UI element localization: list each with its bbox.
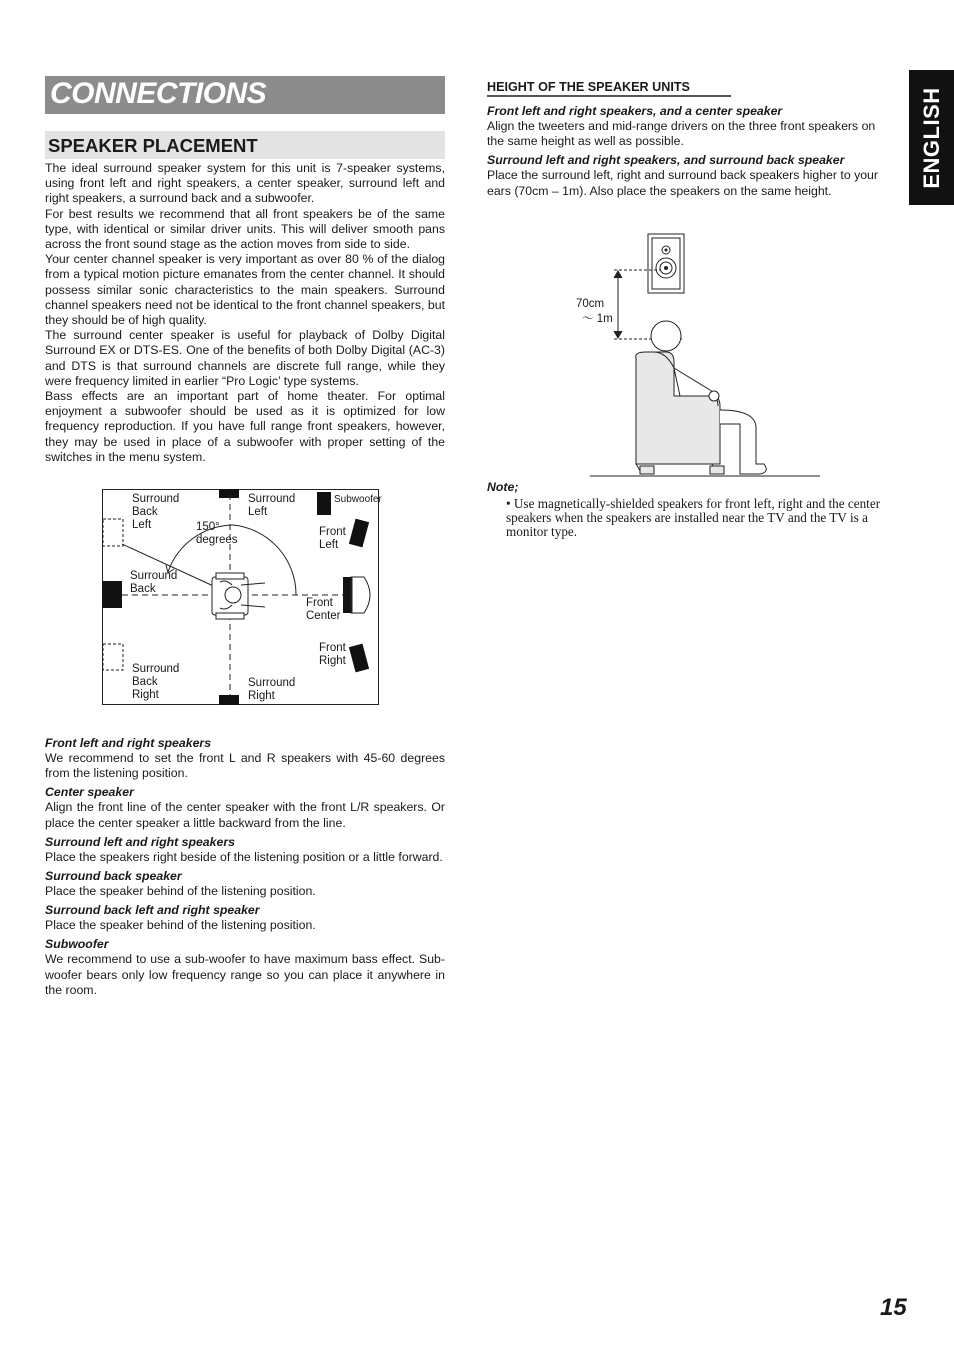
placement-list [45, 736, 445, 998]
intro-paragraph: Bass effects are an important part of home theater. For optimal enjoyment a subwoofer should be used as it is optimized for low frequency reproduction. If you have full range front speakers, however, they may be used in place of a subwoofer with proper setting of the switches in the menu system. [45, 389, 445, 464]
label-surround-back: Surround Back [130, 570, 178, 595]
placement-text: We recommend to use a sub-woofer to have maximum bass effect. Sub-woofer bears only low frequency range so you can place it anywhere in the room. [45, 952, 445, 997]
label-front-left: Front Left [319, 526, 346, 551]
height-item-heading: Surround left and right speakers, and surround back speaker [487, 153, 845, 168]
page-title-bar [45, 76, 445, 114]
label-subwoofer: Subwoofer [334, 494, 382, 505]
surround-back-left-speaker-icon [103, 519, 123, 546]
intro-paragraph: The surround center speaker is useful for playback of Dolby Digital Surround EX or DTS-ES. One of the benefits of both Dolby Digital (AC-3) and DTS is that surround channels are discrete full range, while they were frequency limited in earlier “Pro Logic’ type systems. [45, 328, 445, 388]
label-surround-back-left: Surround Back Left [132, 493, 180, 531]
placement-heading: Surround left and right speakers [45, 834, 235, 849]
placement-heading: Surround back speaker [45, 869, 182, 884]
label-height-range: 70cm ～ 1m [576, 298, 613, 325]
note-heading: Note; [487, 480, 519, 494]
height-item [487, 104, 887, 149]
wall-speaker-icon [648, 234, 684, 293]
placement-text: Align the front line of the center speaker with the front L/R speakers. Or place the center speaker a little backward from the line. [45, 800, 445, 830]
height-item [487, 153, 887, 198]
placement-heading: Subwoofer [45, 937, 109, 952]
page-number: 15 [880, 1294, 907, 1321]
label-surround-right: Surround Right [248, 677, 296, 702]
listener-icon [212, 573, 265, 619]
placement-heading: Front left and right speakers [45, 736, 212, 750]
surround-back-right-speaker-icon [103, 644, 123, 670]
front-center-speaker-icon [343, 577, 370, 613]
label-surround-back-right: Surround Back Right [132, 663, 180, 701]
placement-item [45, 736, 445, 781]
seated-listener-icon [636, 321, 767, 474]
intro-paragraph: Your center channel speaker is very important as over 80 % of the dialog from a typical motion picture emanates from the center channel. It should possess similar sonic characteristics to the main speakers. Surround channel speakers need not be identical to the front channel speakers, but they should be of high quality. [45, 252, 445, 328]
section-title-bar [45, 131, 445, 159]
front-left-speaker-icon [349, 519, 369, 548]
page-title: CONNECTIONS [50, 77, 267, 110]
section-title: SPEAKER PLACEMENT [48, 135, 258, 156]
height-item-text: Align the tweeters and mid-range drivers on the three front speakers on the same height as well as possible. [487, 119, 876, 149]
label-front-center: Front Center [306, 597, 341, 622]
placement-text: Place the speaker behind of the listening position. [45, 884, 316, 899]
placement-item [45, 869, 445, 899]
speaker-height-diagram [570, 228, 830, 480]
placement-heading: Surround back left and right speaker [45, 903, 260, 918]
placement-item [45, 903, 445, 933]
language-tab [909, 70, 954, 205]
placement-item [45, 785, 445, 830]
speaker-placement-diagram [100, 487, 382, 709]
placement-text: Place the speakers right beside of the listening position or a little forward. [45, 849, 443, 864]
placement-heading: Center speaker [45, 785, 134, 800]
label-front-right: Front Right [319, 642, 346, 667]
surround-left-speaker-icon [219, 489, 239, 498]
placement-item [45, 937, 445, 998]
label-surround-left: Surround Left [248, 493, 296, 518]
surround-back-speaker-icon [102, 581, 122, 608]
placement-text: Place the speaker behind of the listening position. [45, 918, 316, 933]
language-tab-label: ENGLISH [918, 86, 944, 189]
height-item-heading: Front left and right speakers, and a center speaker [487, 104, 783, 118]
placement-text: We recommend to set the front L and R speakers with 45-60 degrees from the listening position. [45, 751, 445, 781]
intro-paragraph: The ideal surround speaker system for this unit is 7-speaker systems, using front left and right speakers, a center speaker, surround left and right speakers, a surround back and a subwoofer. [45, 161, 445, 206]
placement-item [45, 835, 445, 865]
label-angle: 150° degrees [196, 521, 238, 546]
surround-right-speaker-icon [219, 695, 239, 705]
height-section-title: HEIGHT OF THE SPEAKER UNITS [487, 80, 690, 94]
height-items [487, 104, 887, 199]
height-item-text: Place the surround left, right and surround back speakers higher to your ears (70cm – 1m). Also place the speakers on the same height. [487, 168, 878, 198]
height-section-underline [487, 95, 731, 97]
note-text: • Use magnetically-shielded speakers for front left, right and the center speakers when the speakers are installed near the TV and the TV is a monitor type. [506, 496, 881, 539]
intro-text [45, 161, 445, 465]
subwoofer-speaker-icon [317, 492, 331, 515]
front-right-speaker-icon [349, 644, 369, 673]
intro-paragraph: For best results we recommend that all front speakers be of the same type, with identical or similar driver units. This will deliver smooth pans across the front sound stage as the action moves from side to side. [45, 206, 445, 252]
